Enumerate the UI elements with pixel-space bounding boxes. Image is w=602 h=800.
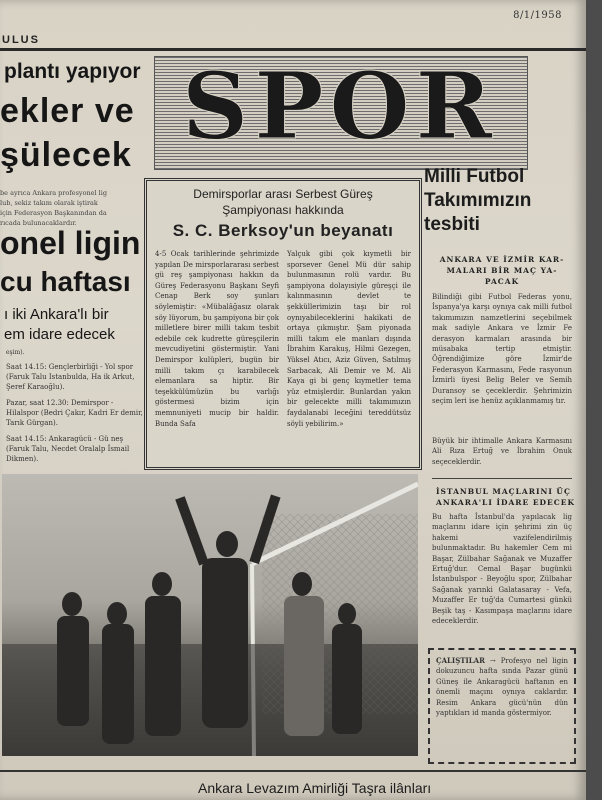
match-item: Pazar, saat 12.30: Demirspor - Hilalspor (Bedri Çakır, Kadri Er demir, Tarık Gürgan). xyxy=(6,399,143,427)
match-item: Saat 14.15: Gençlerbirliği - Yol spor (Faruk Talu Istanbulda, Ha ik Arkut, Şeref Karaoğlu). xyxy=(6,363,135,391)
caption-body: → Profesyo nel ligin dokuzuncu hafta sında Pazar günü Güneş ile Ankaragücü haftanın en önemli maçını oynıya caklardır. Resim Ankara gücü'nün dün yaptıkları id manda göstermiyor. xyxy=(436,657,568,718)
bottom-headline: Ankara Levazım Amirliği Taşra ilânları xyxy=(198,780,432,796)
left-headline-4: onel ligin xyxy=(0,225,141,261)
left-text-line: rıcada bulunacaklardır. xyxy=(0,219,77,227)
left-headline-6: ı iki Ankara'lı bir xyxy=(4,306,109,323)
team-photo-illustration xyxy=(2,474,418,756)
left-text-line: için Federasyon Başkanından da xyxy=(0,209,107,217)
match-item: Saat 14.15: Ankaragücü - Gü neş (Faruk Talu, Necdet Oralalp İsmail Dikmen). xyxy=(6,435,130,463)
masthead-date: 8/1/1958 xyxy=(513,10,562,21)
caption-box xyxy=(428,648,576,764)
article-column-right: Yalçuk gibi çok kıymetli bir sporsever Genel Mü dür sahip bulunmasının rolü vardır. Bu şampiyona dolayısiyle güreşçi ile kalınmasının devlet te şekküllerimizin taşı bir rol oynıyabileceklerini hakikati de ortaya çıkmıştır. Şam piyonada milli takım ele manları dışında İbrahim Karakuş, Hilmi Gezegen, Yüksel Atıcı, Aziz Güven, Satılmış Sarbacak, Ali Demir ve M. Ali Kaya gi bi genç kıymetler tema yüz etmişlerdir. Bunlardan yakın bir gelecekte milli takımımızın faydalanabi leceğini tereddütsüz söyli yebilirim.» xyxy=(287,250,411,428)
left-note: eşim). xyxy=(6,349,25,356)
left-headline-3: şülecek xyxy=(0,136,132,174)
right-subhead-2: İSTANBUL MAÇLARINI ÜÇ xyxy=(436,487,571,496)
bottom-rule xyxy=(0,770,586,772)
right-rule xyxy=(432,478,572,479)
section-title: SPOR xyxy=(181,52,499,160)
right-headline-2: Takımımızın xyxy=(424,190,532,211)
right-body-3: Bu hafta İstanbul'da yapılacak lig maçlarını idare için şehrimi zin üç hakemi vazifelendirilmiş bulunmaktadır. Bu hakemler Cem mi Başar, Zülbahar Sağanak ve Muzaffer Ertuğ'dur. Cemal Başar bugünkü İstanbulspor - Beyoğlu spor, Zülbahar Sağanak yarınki Galatasaray - Vefa, Muzaffer Er tuğ'da Cumartesi günkü Beşik taş - Kasımpaşa maçlarını idare edeceklerdir. xyxy=(432,513,572,626)
right-headline-3: tesbiti xyxy=(424,214,480,235)
right-subhead-line: PACAK xyxy=(484,277,520,286)
right-subhead-line: ANKARA VE İZMİR KAR- xyxy=(439,255,565,264)
right-subhead-2: ANKARA'LI İDARE EDECEK xyxy=(436,498,575,507)
article-kicker-2: Şampiyonası hakkında xyxy=(222,203,344,217)
masthead-rule xyxy=(0,48,586,51)
right-subhead-line: MALARI BİR MAÇ YA- xyxy=(446,266,558,275)
left-text-line: lub, sekiz takım olarak iştirak xyxy=(0,199,98,207)
team-photo xyxy=(2,474,418,756)
left-headline-7: em idare edecek xyxy=(4,326,115,343)
left-headline-5: cu haftası xyxy=(0,266,131,297)
article-kicker-1: Demirsporlar arası Serbest Güreş xyxy=(193,187,373,201)
left-headline-2: ekler ve xyxy=(0,92,135,130)
left-text-line: be ayrıca Ankara profesyonel lig xyxy=(0,189,107,197)
right-headline-1: Milli Futbol xyxy=(424,166,525,187)
caption-text xyxy=(436,656,568,718)
right-body-2: Büyük bir ihtimalle Ankara Karmasını Ali Rıza Ertuğ ve İbrahim Onuk seçeceklerdir. xyxy=(432,437,572,466)
left-text-block xyxy=(0,188,142,228)
caption-lead: ÇALIŞTILAR xyxy=(436,656,485,665)
left-headline-1: plantı yapıyor xyxy=(4,60,141,83)
right-body-1: Bilindiği gibi Futbol Federas yonu, İspanya'ya karşı oynıya cak milli futbol takımımızın namzetlerini seçebilmek mak sadiyle Ankara ve İzmir Fe derasyon karmaları arasında bir müsabaka tertip etmiştir. Öğrendiğimize göre İzmir'de Federasyon Karmasını, Fede rasyonun İzmirli üyesi Belig Beler ve Semih Duransoy se çeceklerdir. Şehrimizin seçim leri ise henüz açıklanmamış tır. xyxy=(432,293,572,406)
boxed-article xyxy=(144,178,422,470)
masthead-name: ULUS xyxy=(2,34,40,46)
article-column-left: 4-5 Ocak tarihlerinde şehrimizde yapılan De mirsporlararası serbest gü reş şampiyonası hakkın da Güreş Federasyonu Başkanı Seyfi Cenap Berk soy şunları söylemiştir: «Mübalâğasız olarak söy lüyorum, bu şampiyona bir çok milletlere birer milli takım tesbit edebile cek kudrette güreşçilerin mevcudiyetini göstermiştir. Yani Demirspor kulüpleri, bugün bir milli takım çı karabilecek elemanlara sa hiptir. Bir teşekkülümüzün bu varlığı göstermesi bizim için memnuniyeti mucip bir haldir. Bunda Safa xyxy=(155,250,279,428)
page-edge-background xyxy=(586,0,602,800)
article-headline: S. C. Berksoy'un beyanatı xyxy=(172,221,394,240)
